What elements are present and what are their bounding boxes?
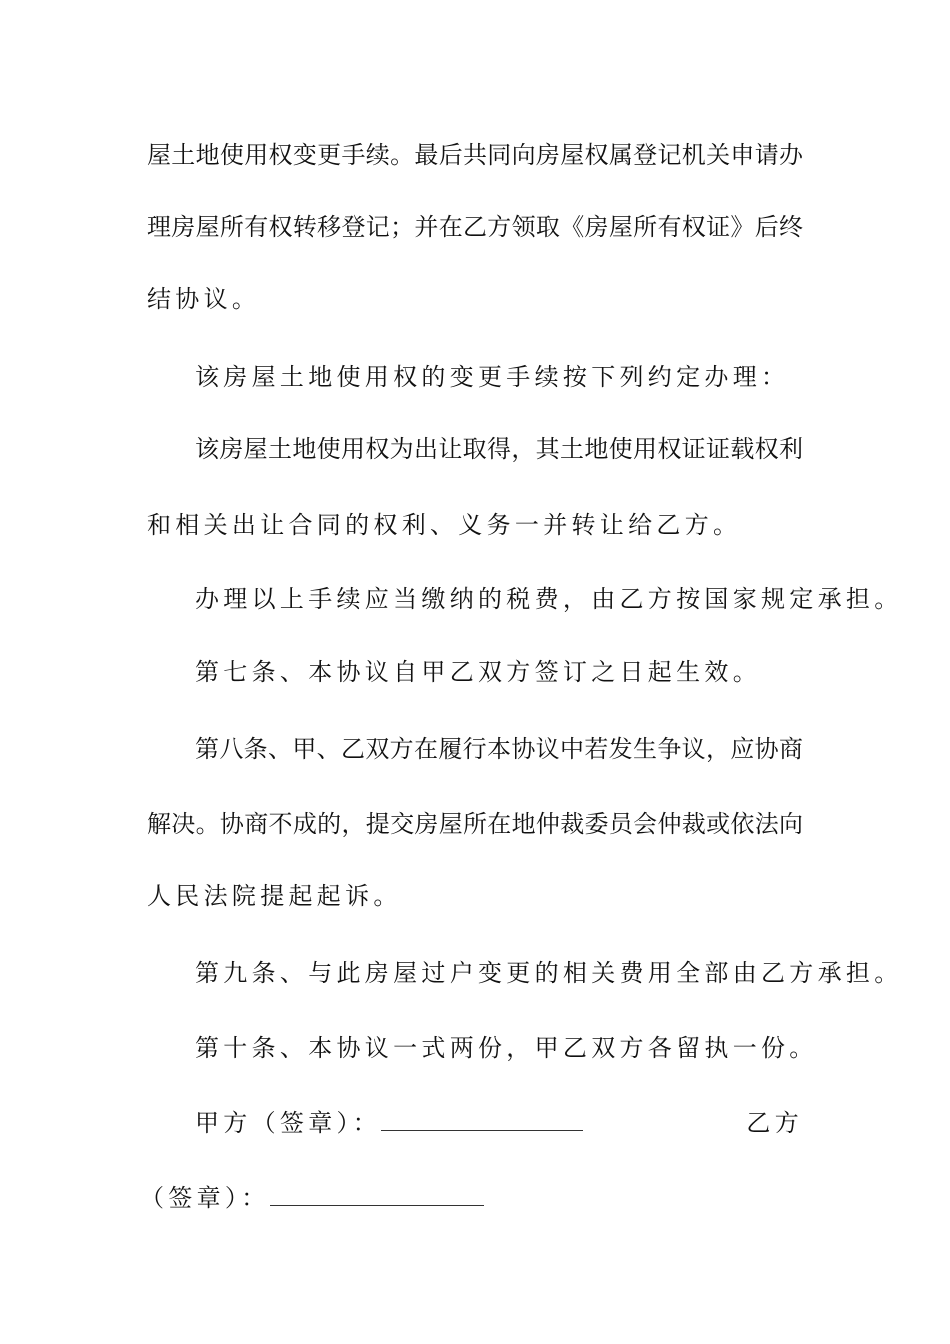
party-b-label: 乙方: [746, 1109, 803, 1137]
paragraph-line: 第七条、本协议自甲乙双方签订之日起生效。: [195, 658, 761, 686]
paragraph-line: 第十条、本协议一式两份，甲乙双方各留执一份。: [195, 1034, 818, 1062]
party-b-signature-blank: [270, 1185, 484, 1206]
party-b-label-cont: （签章）：: [140, 1184, 270, 1212]
paragraph-line: 理房屋所有权转移登记；并在乙方领取《房屋所有权证》后终: [147, 213, 803, 241]
party-a-label: 甲方（签章）：: [195, 1109, 382, 1137]
paragraph-line: 结协议。: [147, 285, 261, 313]
paragraph-line: 第九条、与此房屋过户变更的相关费用全部由乙方承担。: [195, 959, 903, 987]
paragraph-line: 办理以上手续应当缴纳的税费，由乙方按国家规定承担。: [195, 585, 903, 613]
paragraph-line: 和相关出让合同的权利、义务一并转让给乙方。: [147, 511, 742, 539]
party-a-signature-blank: [381, 1110, 583, 1131]
paragraph-line: 该房屋土地使用权的变更手续按下列约定办理：: [195, 363, 790, 391]
signature-party-b: [140, 1183, 484, 1213]
paragraph-line: 屋土地使用权变更手续。最后共同向房屋权属登记机关申请办: [147, 141, 803, 169]
signature-party-a: [195, 1108, 583, 1138]
paragraph-line: 该房屋土地使用权为出让取得，其土地使用权证证载权利: [195, 435, 803, 463]
paragraph-line: 第八条、甲、乙双方在履行本协议中若发生争议，应协商: [195, 735, 803, 763]
paragraph-line: 人民法院提起起诉。: [147, 882, 402, 910]
paragraph-line: 解决。协商不成的，提交房屋所在地仲裁委员会仲裁或依法向: [147, 810, 803, 838]
